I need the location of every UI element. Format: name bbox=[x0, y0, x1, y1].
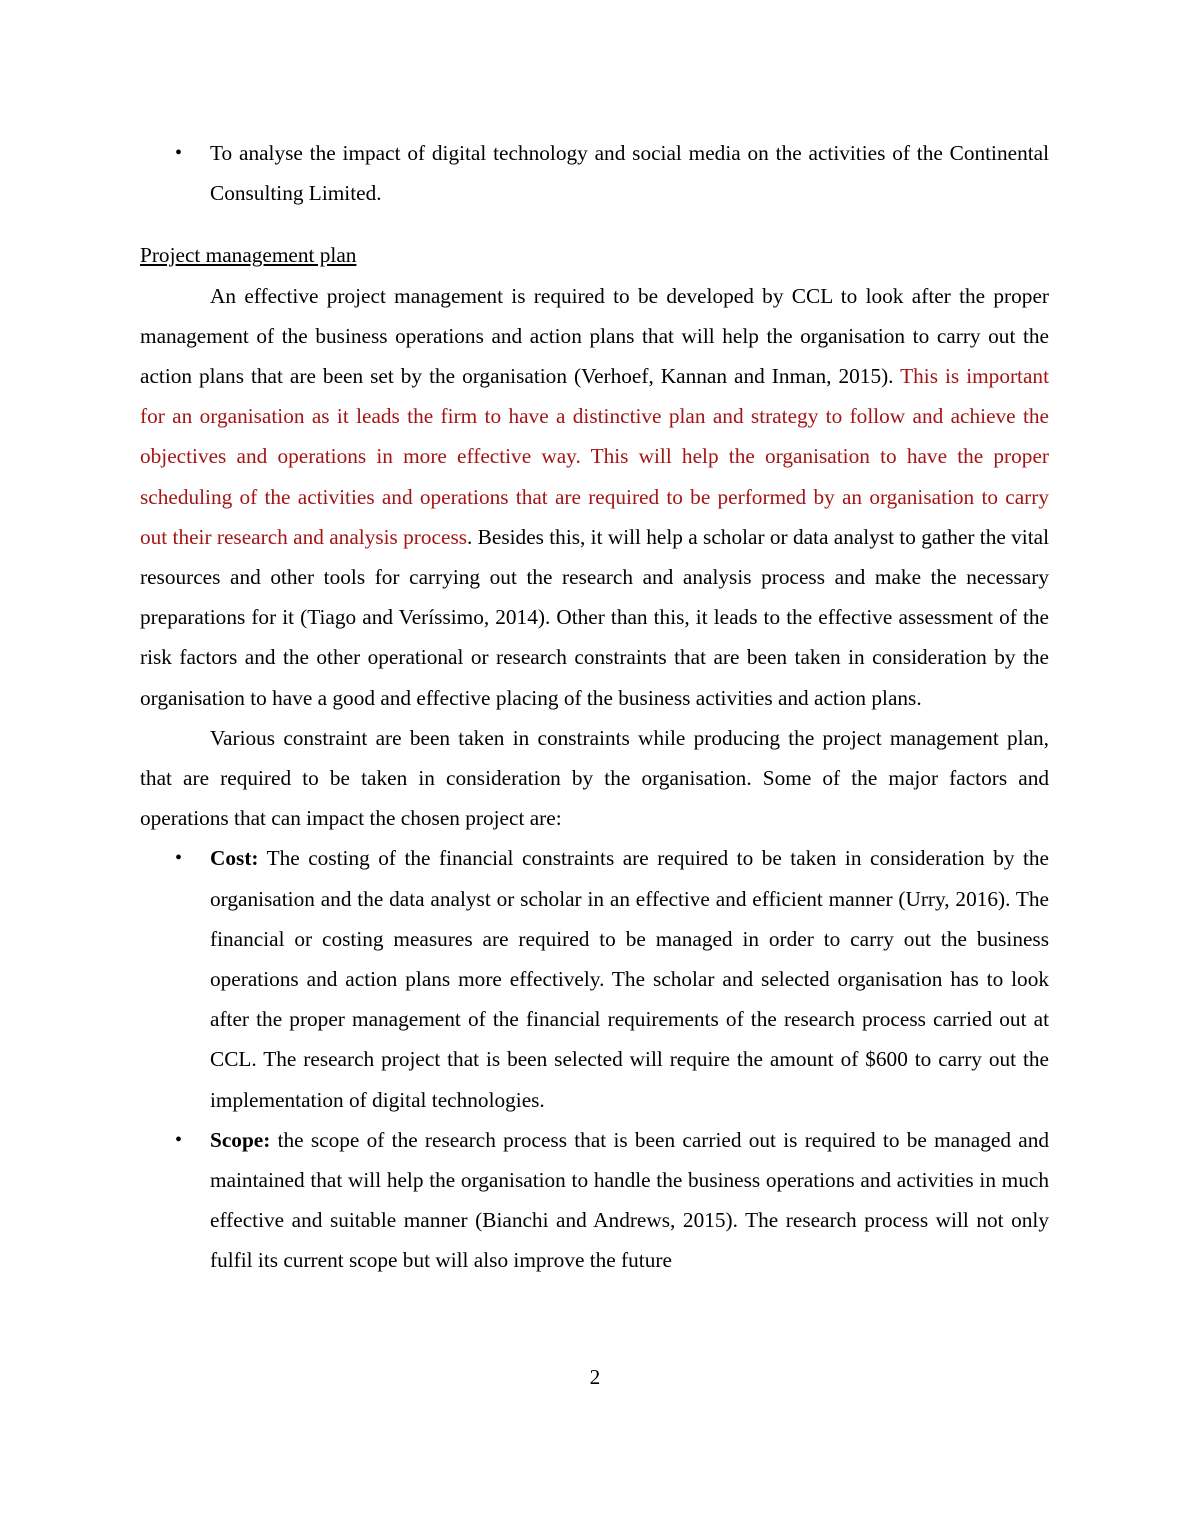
list-item-cost bbox=[140, 838, 1049, 1119]
bullet-icon: • bbox=[175, 1128, 183, 1151]
bullet-icon: • bbox=[175, 142, 183, 164]
highlighted-text: This is important for an organisation as it leads the firm to have a distinctive plan and strategy to follow and achieve the objectives and operations in more effective way. This will help the organisation to have the proper scheduling of the activities and operations that are required to be performed by an organisation to carry out their research and analysis process bbox=[140, 364, 1049, 549]
paragraph-text-continued: . Besides this, it will help a scholar or data analyst to gather the vital resources and other tools for carrying out the research and analysis process and make the necessary preparations for it (Tiago and Veríssimo, 2014). Other than this, it leads to the effective assessment of the risk factors and the other operational or research constraints that are been taken in consideration by the organisation to have a good and effective placing of the business activities and action plans. bbox=[140, 524, 1050, 710]
list-item-scope bbox=[140, 1120, 1049, 1281]
page-number: 2 bbox=[589, 1365, 601, 1389]
list-item-label: Cost: bbox=[210, 846, 259, 871]
list-item-text: the scope of the research process that is been carried out is required to be managed and maintained that will help the organisation to handle the business operations and activities in much effective and suitable manner (Bianchi and Andrews, 2015). The research process will not only fulfil its current scope but will also improve the future bbox=[210, 1127, 1049, 1273]
list-item-label: Scope: bbox=[210, 1127, 271, 1152]
paragraph-constraints: Various constraint are been taken in constraints while producing the project management plan, that are required to be taken in consideration by the organisation. Some of the major factors and operations that can impact the chosen project are: bbox=[140, 725, 1049, 831]
paragraph-project-plan bbox=[140, 276, 1049, 718]
section-heading: Project management plan bbox=[140, 243, 357, 268]
paragraph-text: An effective project management is required to be developed by CCL to look after the proper management of the business operations and action plans that will help the organisation to carry out the action plans that are been set by the organisation (Verhoef, Kannan and Inman, 2015). bbox=[140, 283, 1049, 389]
bullet-icon: • bbox=[175, 847, 183, 870]
objectives-list bbox=[140, 133, 1049, 213]
list-item-text: To analyse the impact of digital technology and social media on the activities of the Continental Consulting Limited. bbox=[210, 141, 1049, 206]
list-item bbox=[140, 133, 1049, 213]
constraints-list bbox=[140, 838, 1049, 1280]
list-item-text: The costing of the financial constraints are required to be taken in consideration by the organisation and the data analyst or scholar in an effective and efficient manner (Urry, 2016). The financial or costing measures are required to be managed in order to carry out the business operations and action plans more effectively. The scholar and selected organisation has to look after the proper management of the financial requirements of the research process carried out at CCL. The research project that is been selected will require the amount of $600 to carry out the implementation of digital technologies. bbox=[210, 846, 1049, 1112]
document-page bbox=[140, 133, 1049, 1281]
